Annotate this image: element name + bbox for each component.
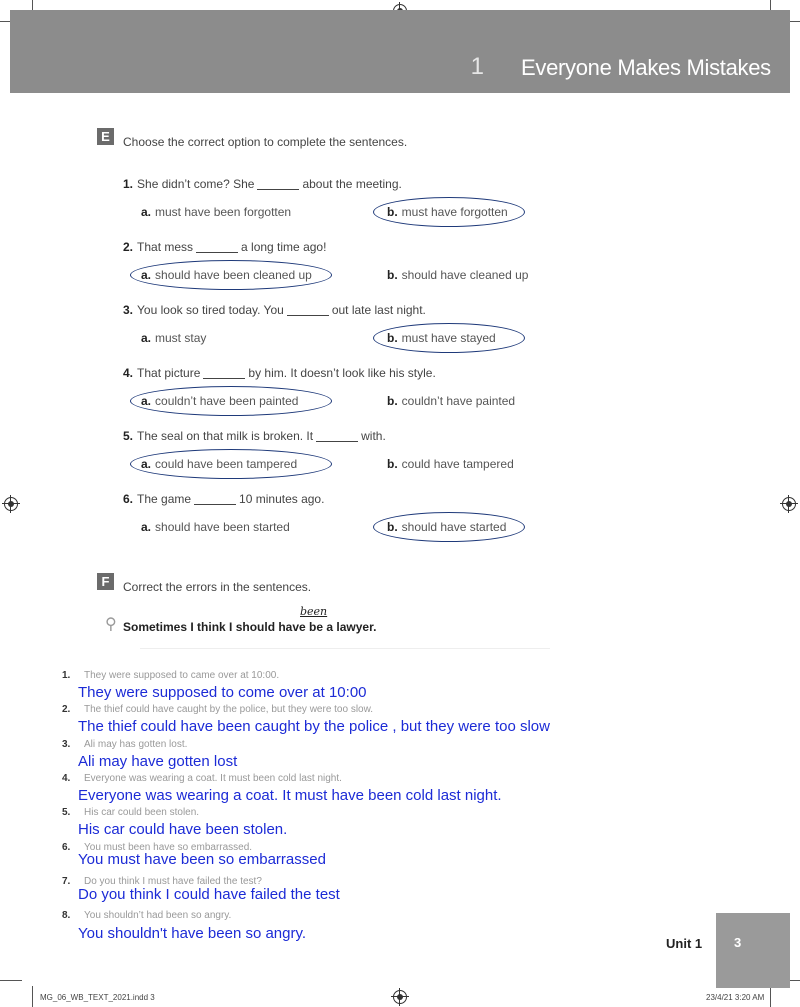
corrected-answer[interactable]: They were supposed to come over at 10:00 — [78, 684, 367, 701]
chapter-number: 1 — [470, 53, 484, 80]
question-text-before: That picture — [137, 366, 201, 380]
registration-mark-bottom — [393, 990, 407, 1004]
question-number: 6. — [123, 492, 134, 506]
option-label: a. — [141, 268, 152, 282]
answer-blank — [287, 315, 329, 316]
error-item-number: 7. — [62, 876, 71, 887]
corrected-answer[interactable]: The thief could have been caught by the police , but they were too slow — [78, 718, 550, 735]
option-text: must have forgotten — [401, 205, 508, 219]
question-2 — [123, 240, 326, 254]
option-label: b. — [387, 331, 398, 345]
option-label: b. — [387, 268, 398, 282]
corrected-answer[interactable]: You must have been so embarrassed — [78, 851, 326, 868]
option-label: b. — [387, 457, 398, 471]
answer-blank — [203, 378, 245, 379]
option-label: a. — [141, 205, 152, 219]
option-text: could have tampered — [401, 457, 514, 471]
error-item-number: 5. — [62, 807, 71, 818]
error-sentence: The thief could have caught by the police, but they were too slow. — [84, 704, 374, 715]
divider — [140, 648, 550, 649]
question-1 — [123, 177, 402, 191]
answer-blank — [196, 252, 238, 253]
option-a[interactable] — [141, 520, 290, 534]
error-sentence: Everyone was wearing a coat. It must been cold last night. — [84, 773, 342, 784]
question-text-before: The game — [137, 492, 192, 506]
question-4 — [123, 366, 436, 380]
file-slug: MG_06_WB_TEXT_2021.indd 3 — [40, 993, 155, 1002]
chapter-header — [10, 10, 790, 93]
option-label: b. — [387, 205, 398, 219]
corrected-answer[interactable]: Do you think I could have failed the test — [78, 886, 340, 903]
answer-blank — [316, 441, 358, 442]
question-text-after: by him. It doesn’t look like his style. — [248, 366, 436, 380]
option-text: should have started — [401, 520, 507, 534]
question-text-after: with. — [361, 429, 386, 443]
option-text: must stay — [155, 331, 207, 345]
section-e-instruction: Choose the correct option to complete the sentences. — [123, 135, 408, 149]
page-number-box — [716, 913, 790, 988]
answer-circle — [130, 449, 332, 479]
chapter-title: Everyone Makes Mistakes — [521, 55, 771, 80]
option-label: a. — [141, 394, 152, 408]
option-label: a. — [141, 331, 152, 345]
option-text: couldn’t have been painted — [155, 394, 299, 408]
unit-label: Unit 1 — [666, 936, 703, 951]
error-item-number: 2. — [62, 704, 71, 715]
date-slug: 23/4/21 3:20 AM — [706, 993, 765, 1002]
corrected-answer[interactable]: His car could have been stolen. — [78, 821, 288, 838]
option-text: must have been forgotten — [155, 205, 292, 219]
question-number: 4. — [123, 366, 134, 380]
question-text-after: 10 minutes ago. — [239, 492, 325, 506]
option-label: b. — [387, 394, 398, 408]
error-item-number: 1. — [62, 670, 71, 681]
registration-mark-right — [782, 497, 796, 511]
question-number: 2. — [123, 240, 134, 254]
question-number: 3. — [123, 303, 134, 317]
section-e-badge: E — [97, 128, 114, 145]
corrected-answer[interactable]: You shouldn't have been so angry. — [78, 925, 307, 942]
question-number: 1. — [123, 177, 134, 191]
option-label: b. — [387, 520, 398, 534]
answer-blank — [194, 504, 236, 505]
error-sentence: You must been have so embarrassed. — [84, 842, 253, 853]
answer-circle — [130, 386, 332, 416]
answer-circle — [373, 197, 525, 227]
option-text: could have been tampered — [155, 457, 298, 471]
question-3 — [123, 303, 426, 317]
section-f-badge: F — [97, 573, 114, 590]
option-text: couldn’t have painted — [401, 394, 516, 408]
option-a[interactable] — [141, 331, 206, 345]
error-sentence: They were supposed to came over at 10:00. — [84, 670, 280, 681]
option-text: should have been cleaned up — [155, 268, 312, 282]
question-number: 5. — [123, 429, 134, 443]
error-sentence: You shouldn’t had been so angry. — [84, 910, 232, 921]
error-item-number: 4. — [62, 773, 71, 784]
option-text: should have been started — [155, 520, 290, 534]
answer-blank — [257, 189, 299, 190]
option-b[interactable] — [387, 394, 515, 408]
error-sentence: His car could been stolen. — [84, 807, 200, 818]
error-item-number: 3. — [62, 739, 71, 750]
question-5 — [123, 429, 386, 443]
option-label: a. — [141, 520, 152, 534]
question-text-after: a long time ago! — [241, 240, 327, 254]
error-item-number: 8. — [62, 910, 71, 921]
question-text-before: She didn’t come? She — [137, 177, 255, 191]
question-6 — [123, 492, 324, 506]
corrected-answer[interactable]: Everyone was wearing a coat. It must have been cold last night. — [78, 787, 502, 804]
answer-circle — [373, 512, 525, 542]
option-label: a. — [141, 457, 152, 471]
page-number: 3 — [734, 935, 742, 950]
example-correction: been — [300, 605, 328, 618]
option-text: must have stayed — [401, 331, 496, 345]
error-item-number: 6. — [62, 842, 71, 853]
error-sentence: Do you think I must have failed the test? — [84, 876, 262, 887]
question-text-after: about the meeting. — [302, 177, 402, 191]
lightbulb-icon: ⚲ — [105, 616, 117, 633]
option-text: should have cleaned up — [401, 268, 529, 282]
question-text-before: That mess — [137, 240, 194, 254]
question-text-after: out late last night. — [331, 303, 426, 317]
option-b[interactable] — [387, 268, 528, 282]
registration-mark-left — [4, 497, 18, 511]
question-text-before: The seal on that milk is broken. It — [137, 429, 314, 443]
option-a[interactable] — [141, 205, 291, 219]
answer-circle — [373, 323, 525, 353]
option-b[interactable] — [387, 457, 514, 471]
answer-circle — [130, 260, 332, 290]
example-sentence: Sometimes I think I should have be a lawyer. — [123, 620, 377, 634]
corrected-answer[interactable]: Ali may have gotten lost — [78, 753, 238, 770]
section-f-instruction: Correct the errors in the sentences. — [123, 580, 312, 594]
error-sentence: Ali may has gotten lost. — [84, 739, 188, 750]
question-text-before: You look so tired today. You — [137, 303, 284, 317]
